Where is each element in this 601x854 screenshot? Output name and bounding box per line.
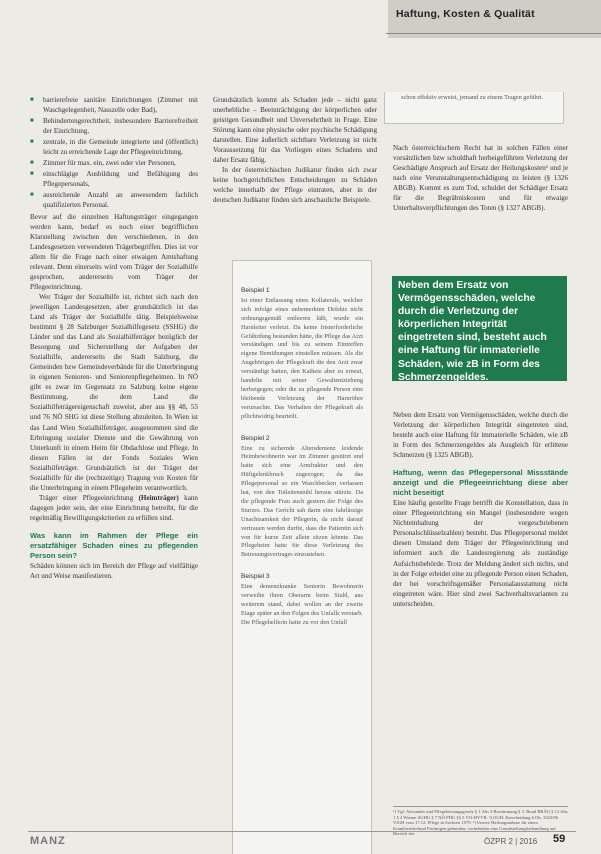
list-item: ■ ausreichende Anzahl an anwesendem fachlich qualifizierten Personal. — [30, 190, 198, 210]
text-run: Träger einer Pflegeeinrichtung — [39, 493, 139, 502]
page-header-title: Haftung, Kosten & Qualität — [396, 8, 535, 20]
column-right — [393, 143, 568, 213]
example-section — [241, 435, 363, 561]
example-text: Ist einer Entlassung eines Kollaterals, welcher sich infolge eines unbemerkten Defekts nicht ordnungsgemäß entleeren läßt, wurde ein Harnleiter verletzt. Da keine fristerforderliche Gefährdung bestanden hätte, die Pflege das Arzt verständigen und bis zu seinem Eintreffen eigene Bemühungen einstellen müssen. Als die Angehörigen der Pflegekraft die den Arzt zwar verständigt hatten, den Kathete aber zu erneut, handelte mit seiner Gewaltentziehung herbeigegen; oder die zu pflegende Person eine bleibende Verletzung der Harnröhre verursachte. Das Verhalten der Pflegekraft als pflichtwidrig beurteilt. — [241, 296, 363, 420]
criteria-list — [30, 95, 198, 211]
section-heading: Haftung, wenn das Pflegepersonal Missstände anzeigt und die Pflegeeinrichtung diese aber nicht beseitigt — [393, 468, 568, 498]
list-item: ■ einschlägige Ausbildung und Befähigung des Pflegepersonals, — [30, 169, 198, 189]
column-right-lower — [393, 410, 568, 609]
body-paragraph: Grundsätzlich kommt als Schaden jede – nicht ganz unerhebliche – Beeinträchtigung der körperlichen oder geistigen Gesundheit und Unversehrtheit in Frage. Eine Störung kann eine physische oder psychische Schädigung darstellen. Eine äußerlich sichtbare Verletzung ist nicht Voraussetzung für das Vorliegen eines Schadens und daher Ersatz fähig. — [213, 96, 377, 165]
column-left — [30, 95, 198, 581]
examples-box — [232, 260, 372, 854]
list-item: ■ zentrale, in die Gemeinde integrierte und (öffentlich) leicht zu erreichende Lage der Pflegeeinrichtung, — [30, 137, 198, 157]
body-paragraph: Wer Träger der Sozialhilfe ist, richtet sich nach den jeweiligen Landesgesetzen, aber grundsätzlich ist das Land als Träger der Sozialhilfe tätig. Beispielsweise bestimmt § 28 Salzburger Sozialhilfegesetz (SSHG) die Länder und das Land als Sozialhilfeträger bezüglich der Besorgung und Sicherstellung der Aufgaben der Sozialhilfe, andererseits die Stadt Salzburg, die Gemeinden bzw Gemeindeverbände für die Unterbringung in eigenen Senioren- und Seniorenpflegeheimen. In NÖ gibt es zwar im Gegensatz zu Salzburg keine eigene Bestimmung, die dem Land die Sozialhilfeträgereigenschaft zuweist, aber aus §§ 48, 55 und 76 NÖ SHG ist diese Stellung abzuleiten. In Wien ist das Land Wien Sozialhilfeträger, ausgenommen sind die Erbringung sozialer Dienste und die Gewährung von Unterkunft in einem Heim für Obdachlose und Pflege. In diesen Fällen ist der Fonds Soziales Wien Sozialhilfeträger. Grundsätzlich ist der Träger der Sozialhilfe für die (rechtzeitige) Tragung von Kosten für die Unterbringung in einem Pflegeheim verantwortlich. — [30, 292, 198, 492]
body-paragraph: Neben dem Ersatz von Vermögensschäden, welche durch die Verletzung der körperlichen Integrität eingetreten sind, besteht auch eine Haftung für immaterielle Schäden, wie zB in Form des Schmerzengeldes als Ausgleich für erlittene Schmerzen (§ 1325 ABGB). — [393, 411, 568, 460]
body-paragraph: In der österreichischen Judikatur finden sich zwar keine hochgerichtlichen Entscheidungen zu Schäden welche innerhalb der Pflege eintraten, aber in der deutschen Judikatur finden sich anschauliche Beispiele. — [213, 166, 377, 205]
footnotes: ¹) Vgl. Alexander und Pflegeleistungsgesetz § 1 Abs 3 Bestimmung § 3. Bund BRÄG § 12 Abs 1 § 2 Wiener SGHG § 7 NÖ PHG §§ 5 VO-HVVR. ²) OGH: Entscheidung 6 Ob. 1023/06 VfGH vom 17.12. Pflege in Sachsen 1979. ³) Unsere Haftungsnahme für einen Krankheitsbefund Prüfungen gebunden; vorbehalten eine Grundstellungsbehandlung auf Bereich der — [393, 806, 568, 837]
publisher-logo: MANZ — [30, 835, 66, 847]
box-continuation: schon effektiv erweist, jemand zu einem Tragen geführt. — [384, 92, 564, 124]
text-run: kann dagegen jeder sein, der eine Einrichtung betreibt, für die regelmäßig Bewilligungskriterien zu erfüllen sind. — [30, 493, 198, 522]
example-section — [241, 287, 363, 422]
footer-divider — [28, 831, 576, 832]
section-heading: Was kann im Rahmen der Pflege ein ersatzfähiger Schaden eines zu pflegenden Person sein? — [30, 530, 198, 560]
body-paragraph: Bevor auf die einzelnen Haftungsträger eingegangen werden kann, bedarf es noch einer begrifflichen Klarstellung zwischen den verschiedenen, in den Landesgesetzen verwendeten Trägerbegriffen. Dies ist vor allem für die Frage nach einer etwaigen Amtshaftung relevant. Denn einerseits wird vom Träger der Sozialhilfe gesprochen, andererseits vom Träger der Pflegeeinrichtung. — [30, 212, 198, 291]
example-title: Beispiel 3 — [241, 573, 270, 581]
bold-term: (Heimträger) — [138, 493, 179, 502]
example-text: Eine zu sichernde Altersdemenz leidende Heimbewohnerin war im Zimmer gestürzt und hatte sich eine Armfraktur und den Hüftgelenkbruch zugezogen; da das Pflegepersonal so ein Waschbecken verlassen hat, von den Toilettenstuhl heraus stürzte. Da die pflegende Frau auch gestern der Folge des Sturzes. Das Gericht sah darin eine fahrlässige Unachtsamkeit der Pflegerin, da nicht darauf vertrauen werden durfte, dass die Patientin sich von für kurze Zeit allein sitzen könnte. Das Pflegeheim hatte für diese Verletzung des Betreuungsvertrages einzustehen. — [241, 444, 363, 559]
body-paragraph: Eine häufig gestellte Frage betrifft die Konstellation, dass in einer Pflegeeinrichtung ein Mangel (insbesondere wegen Nichteinhaltung der vorgeschriebenen Personalschlüsselzahlen) besteht. Das Pflegepersonal meldet diesen Umstand dem Träger der Pflegeeinrichtung und informiert auch die Landesregierung als zuständige Aufsichtsbehörde. Trotz der Meldung ändert sich nichts, und in der Folge erleidet eine zu pflegende Person einen Schaden, der bei vorschriftsgemäßer Personalausstattung nicht eingetreten wäre. Hier sind zwei Sachverhaltsvarianten zu unterscheiden. — [393, 499, 568, 608]
page-number: 59 — [553, 833, 566, 845]
pull-quote: Neben dem Ersatz von Vermögensschäden, welche durch die Verletzung der körperlichen Integrität eingetreten sind, besteht auch eine Haftung für immaterielle Schäden, wie zB in Form des Schmerzengeldes. — [392, 276, 567, 381]
example-title: Beispiel 1 — [241, 287, 270, 294]
list-item: ■ barrierefreie sanitäre Einrichtungen (Zimmer mit Waschgelegenheit, Nasszelle oder Bad), — [30, 95, 198, 115]
example-section — [241, 573, 363, 627]
body-paragraph: Nach österreichischem Recht hat in solchen Fällen einer vorsätzlichen bzw schuldhaft herbeigeführten Verletzung der Geschädigte Anspruch auf Ersatz der Heilungskosten¹ und je nach eine Verunstaltungsentschädigung zu leisten (§ 1326 ABGB). Kommt es zum Tod, schuldet der Schädiger Ersatz für die Begräbniskosten und für etwaige Unterhaltsverpflichtungen des Toten (§ 1327 ABGB). — [393, 144, 568, 213]
column-middle — [213, 95, 377, 206]
body-paragraph — [30, 493, 198, 523]
header-divider — [386, 33, 601, 34]
example-text: Eine demenzkranke Seniorin Bewohnerin verweilte ihren Oberarm beim Stuhl, aus weiterem stand, dabei wollen an der zweite Etage später an den Folgen des Unfalls verstarb. Die Pflegehelferin hatte zu vor den Unfall — [241, 583, 363, 626]
body-paragraph: Schäden können sich im Bereich der Pflege auf vielfältige Art und Weise manifestieren. — [30, 561, 198, 581]
list-item: ■ Zimmer für max. ein, zwei oder vier Personen, — [30, 158, 198, 168]
list-item: ■ Behindertengerechtheit, insbesondere Barrierefreiheit der Einrichtung, — [30, 116, 198, 136]
magazine-issue: ÖZPR 2 | 2016 — [484, 837, 538, 846]
example-title: Beispiel 2 — [241, 434, 270, 442]
